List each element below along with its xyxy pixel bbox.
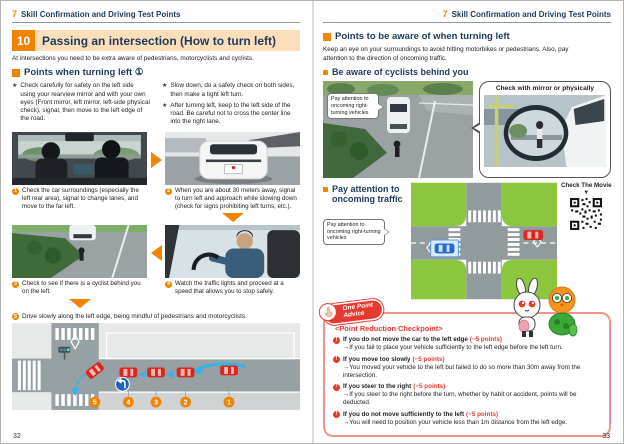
star-icon: ★ [162,102,168,109]
alert-bullet-icon: ! [333,384,340,391]
blue-car-icon [431,240,459,257]
bullet-item: ★ Slow down, do a safety check on both sides, then make a tight left turn. [162,82,295,98]
left-page [3,1,307,444]
photo-caption: 4 Watch the traffic lights and proceed at a speed that allows you to stop safely. [166,280,284,296]
photo-caption: 3 Check to see if there is a cyclist behind you on the left. [13,280,141,296]
aware-body: Keep an eye on your surroundings to avoid hitting motorbikes or pedestrians. Also, pay attention to the direction of oncoming traffic. [323,46,569,62]
checkpoint-item: ! If you do not move sufficiently to the left (−5 points) →You will need to position your vehicle less than 1m distance from the left edge. [333,411,601,427]
caret-down-icon: ▼ [583,190,590,197]
points-heading: Points when turning left ① [12,67,300,78]
photo-caption: 2 When you are about 30 meters away, signal to turn left and approach while slowing down (check for signs prohibiting left turns, etc.). [166,187,297,210]
diagram-speech-bubble: Pay attention to oncoming right-turning vehicles [323,219,385,245]
step-number-badge: 2 [166,187,171,194]
chapter-number: 7 [442,9,448,19]
step-number-badge: 1 [13,187,18,194]
star-icon: ★ [162,83,168,90]
chapter-title: Skill Confirmation and Driving Test Points [21,10,181,19]
photo-speech-bubble: Pay attention to oncoming right-turning vehicles [327,93,379,119]
star-icon: ★ [12,83,18,90]
one-point-advice-section [323,301,611,437]
svg-text:1: 1 [227,399,231,407]
svg-text:2: 2 [183,399,188,407]
section-title: Passing an intersection (How to turn left) [42,33,277,48]
alert-bullet-icon: ! [333,356,340,363]
section-number: 10 [12,30,35,51]
section-intro: At intersections you need to be extra aware of pedestrians, motorcyclists and cyclists. [12,55,254,62]
orange-square-icon [12,69,20,77]
cyclists-section-row [323,81,611,178]
section-title-bar [12,30,300,51]
chapter-title: Skill Confirmation and Driving Test Points [451,10,611,19]
page-gutter [312,1,314,443]
procedure-photo-grid [12,132,300,311]
photo-aerial-cyclist [12,225,147,278]
left-page-header [12,9,300,23]
orange-dot-icon [323,187,328,192]
qr-code [569,197,603,231]
page-number: 33 [602,433,610,440]
one-point-advice-badge: One Point Advice [324,300,382,324]
aware-heading: Points to be aware of when turning left [323,31,611,42]
left-turn-only-sign-icon [116,378,130,392]
photo-caption: 5 Drive slowly along the left edge, being mindful of pedestrians and motorcyclists. [13,312,247,320]
flow-arrow-right-icon [151,152,162,168]
svg-text:4: 4 [126,399,131,407]
page-number: 32 [13,433,21,440]
photo-caption: 1 Check the car surroundings (especially the left rear area), signal to change lanes, and move to the far left. [13,187,139,210]
bird-mascot [549,287,577,336]
oncoming-heading: Pay attention to oncoming traffic [323,185,407,205]
checkpoint-title: <Point Reduction Checkpoint> [335,324,443,334]
checkpoint-item: ! If you do not move the car to the left edge (−5 points) →If you fail to place your vehicle sufficiently to the left edge before the left turn. [333,336,601,352]
flow-arrow-down-icon [69,299,91,308]
photo-side-mirror [484,95,606,167]
photo-car-interior-check [12,132,147,185]
flow-arrow-left-icon [151,245,162,261]
rabbit-mascot [514,278,540,337]
alert-bullet-icon: ! [333,337,340,344]
bullet-item: ★ Check carefully for safety on the left side using your rearview mirror and with your own eyes (Front mirror, left mirror, left-side physical check), signal, then move to the left edge of the road. [12,82,150,123]
orange-square-icon [323,33,331,41]
photo-driver-watching-lights [165,225,300,278]
checkpoint-item: ! If you steer to the right (−5 points) →If you steer to the right before the turn, whether by habit or accident, points will be deducted. [333,383,601,408]
svg-text:5: 5 [92,399,97,407]
svg-text:3: 3 [154,399,158,407]
flow-arrow-down-icon [222,213,244,222]
alert-bullet-icon: ! [333,411,340,418]
photo-white-car-rear [165,132,300,185]
cyclists-heading: Be aware of cyclists behind you [323,68,611,78]
right-page [316,1,620,444]
orange-dot-icon [323,70,328,75]
chapter-number: 7 [12,9,18,19]
callout-title: Check with mirror or physically [495,85,595,93]
pointing-hand-icon [318,302,338,322]
mirror-check-callout [479,81,611,178]
bullet-item: ★ After turning left, keep to the left side of the road. Be careful not to cross the center line into the right lane. [162,101,291,126]
right-page-header [323,9,611,23]
step-number-badge: 3 [13,281,18,287]
photo-aerial-car-cyclist [323,81,473,178]
step-number-badge: 4 [166,281,171,287]
movie-label: Check The Movie [561,182,612,190]
mascot-characters [503,278,583,340]
checkpoint-item: ! If you move too slowly (−5 points) →You moved your vehicle to the left but failed to do so more than 30m away from the intersection. [333,356,601,381]
points-bullets [12,82,300,129]
step-number-badge: 5 [13,313,18,320]
red-car-icon [523,230,543,240]
left-turn-route-diagram [12,323,300,415]
